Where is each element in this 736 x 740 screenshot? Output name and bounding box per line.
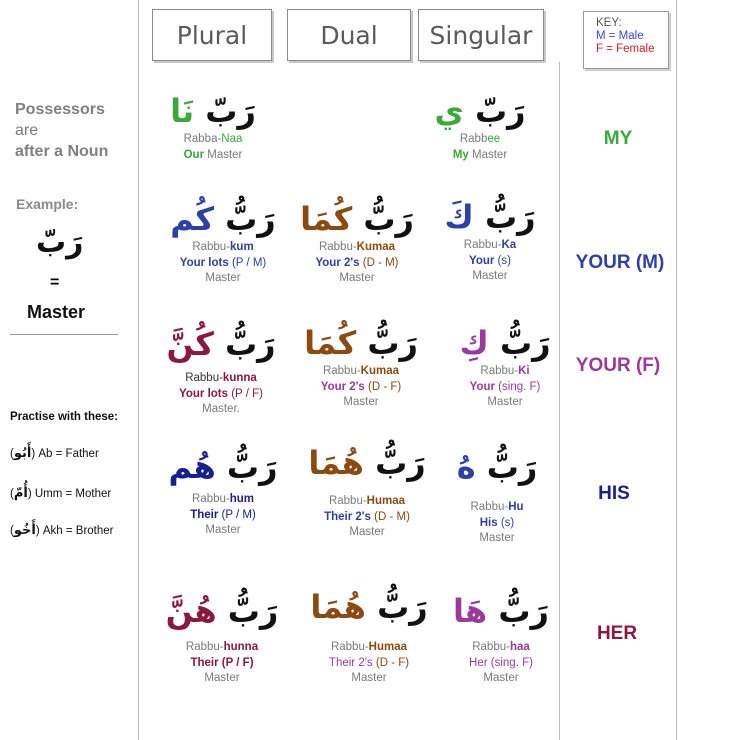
translit-root: Rabbu- <box>330 641 369 653</box>
arabic-word <box>158 446 288 488</box>
practice-item-brother <box>10 522 114 538</box>
meaning-noun: Master <box>349 526 385 538</box>
transliteration <box>148 132 278 148</box>
transliteration <box>157 640 287 656</box>
practice-prefix: ( <box>10 525 14 537</box>
arabic-word <box>156 323 286 365</box>
arabic-word <box>302 442 432 484</box>
arabic-suffix: هُم <box>168 448 216 486</box>
cell-my-singular <box>415 90 545 163</box>
meaning <box>302 510 432 526</box>
translit-root: Rabbu- <box>328 495 367 507</box>
cell-her-singular <box>436 590 566 687</box>
meaning-noun: Master. <box>202 403 240 415</box>
meaning-note: (s) <box>494 254 511 267</box>
translit-root: Rabbu- <box>463 239 502 251</box>
example-equals: = <box>50 274 60 291</box>
arabic-suffix: هُنَّ <box>165 592 217 630</box>
arabic-word <box>436 590 566 632</box>
key-female: F = Female <box>596 43 655 55</box>
transliteration <box>158 492 288 508</box>
meaning-noun: Master <box>487 396 523 408</box>
arabic-base: رَبُّ <box>367 324 418 362</box>
meaning-note: (P / F) <box>218 656 254 669</box>
meaning-note: (sing. F) <box>487 656 533 669</box>
translit-root: Rabbu- <box>192 241 231 253</box>
cell-his-singular <box>432 446 562 547</box>
arabic-base: رَبُّ <box>225 200 276 238</box>
arabic-base: رَبّ <box>474 92 526 130</box>
translit-suffix: Ki <box>518 365 530 377</box>
translit-suffix: ee <box>487 133 501 145</box>
arabic-base: رَبُّ <box>363 200 414 238</box>
cell-your-m-dual <box>292 198 422 287</box>
arabic-suffix: هَا <box>453 592 488 630</box>
sidebar <box>0 0 138 740</box>
meaning <box>304 656 434 672</box>
transliteration <box>436 640 566 656</box>
meaning-pronoun: Their <box>190 508 219 521</box>
arabic-suffix: كِ <box>459 324 489 362</box>
meaning-noun: Master <box>205 524 241 536</box>
translit-root: Rabbu- <box>318 241 357 253</box>
transliteration <box>292 240 422 256</box>
example-label: Example: <box>16 196 79 212</box>
meaning <box>157 656 287 672</box>
meaning <box>156 387 286 403</box>
translit-suffix: haa <box>509 641 530 653</box>
translit-root: Rabba- <box>183 133 222 145</box>
meaning <box>158 508 288 524</box>
arabic-suffix: هُ <box>456 448 476 486</box>
arabic-base: رَبُّ <box>498 592 549 630</box>
practice-item-father <box>10 445 99 461</box>
meaning-noun: Master <box>351 672 387 684</box>
possessors-line2: are <box>15 122 39 139</box>
arabic-suffix: هُمَا <box>308 444 364 482</box>
example-rule <box>10 334 118 335</box>
meaning <box>436 656 566 672</box>
meaning-noun: Master <box>483 672 519 684</box>
label-your-m: YOUR (M) <box>575 252 665 273</box>
meaning-noun: Master <box>204 672 240 684</box>
possessors-line3: after a Noun <box>15 143 109 160</box>
meaning <box>432 516 562 532</box>
meaning <box>292 256 422 272</box>
transliteration <box>302 494 432 510</box>
meaning-pronoun: Your <box>469 380 495 393</box>
arabic-suffix: ي <box>434 92 464 130</box>
translit-suffix: Humaa <box>366 495 406 507</box>
translit-suffix: Kumaa <box>356 241 396 253</box>
meaning-note: (s) <box>497 516 515 529</box>
practice-arabic: أُمّ <box>13 485 28 500</box>
meaning-pronoun: Their 2's <box>328 656 373 669</box>
translit-suffix: Humaa <box>368 641 408 653</box>
meaning-noun: Master <box>339 272 375 284</box>
arabic-suffix: كَ <box>444 198 474 236</box>
arabic-base: رَبُّ <box>224 325 276 363</box>
arabic-suffix: هُمَا <box>310 588 366 626</box>
cell-his-dual <box>302 442 432 541</box>
meaning-note: (P / F) <box>228 387 263 400</box>
meaning-pronoun: Our <box>183 148 205 161</box>
meaning-pronoun: Their 2's <box>324 510 371 523</box>
meaning-noun: Master <box>472 270 508 282</box>
label-my: MY <box>603 128 633 149</box>
meaning-pronoun: Your 2's <box>315 256 360 269</box>
translit-root: Rabbu- <box>185 641 224 653</box>
arabic-suffix: نَا <box>170 92 195 130</box>
meaning-noun: Master <box>343 396 379 408</box>
possessors-line1: Possessors <box>15 101 105 118</box>
arabic-base: رَبُّ <box>375 444 426 482</box>
arabic-word <box>292 198 422 240</box>
possessors-heading <box>15 99 108 162</box>
arabic-base: رَبُّ <box>377 588 428 626</box>
label-your-f: YOUR (F) <box>575 355 661 376</box>
transliteration <box>415 132 545 148</box>
cell-your-f-dual <box>296 322 426 411</box>
header-plural: Plural <box>152 9 272 61</box>
meaning-noun: Master <box>205 272 241 284</box>
translit-suffix: Kumaa <box>360 365 400 377</box>
practice-arabic: أَبُو <box>13 445 32 460</box>
meaning-pronoun: Your lots <box>179 256 229 269</box>
meaning <box>425 254 555 270</box>
transliteration <box>440 364 570 380</box>
practice-text: ) Umm = Mother <box>27 488 112 500</box>
meaning-pronoun: Her <box>469 656 488 669</box>
meaning-note: (P / M) <box>218 508 256 521</box>
arabic-word <box>415 90 545 132</box>
transliteration <box>156 371 286 387</box>
meaning <box>148 148 278 164</box>
meaning-note: (P / M) <box>228 256 267 269</box>
translit-suffix: kunna <box>222 372 257 384</box>
practice-item-mother <box>10 485 111 501</box>
meaning-note: (sing. F) <box>494 380 541 393</box>
arabic-word <box>440 322 570 364</box>
transliteration <box>158 240 288 256</box>
cell-my-plural <box>148 90 278 163</box>
practise-label: Practise with these: <box>10 411 119 423</box>
header-singular: Singular <box>418 9 544 61</box>
meaning-noun: Master <box>468 148 508 161</box>
meaning <box>415 148 545 164</box>
meaning-pronoun: Your 2's <box>320 380 365 393</box>
example-arabic: رَبّ <box>36 225 84 260</box>
translit-suffix: kum <box>230 241 254 253</box>
meaning-pronoun: Your lots <box>179 387 229 400</box>
arabic-word <box>157 590 287 632</box>
arabic-suffix: كُم <box>170 200 214 238</box>
meaning-note: (D - M) <box>370 510 410 523</box>
translit-root: Rabbu- <box>192 493 230 505</box>
meaning-noun: Master <box>479 532 515 544</box>
translit-suffix: Ka <box>501 239 517 251</box>
label-his: HIS <box>598 483 630 504</box>
practice-prefix: ( <box>10 448 14 460</box>
meaning-pronoun: His <box>479 516 498 529</box>
practice-text: ) Ab = Father <box>31 448 99 460</box>
practice-text: ) Akh = Brother <box>35 525 114 537</box>
label-her: HER <box>596 623 638 644</box>
arabic-base: رَبُّ <box>227 592 279 630</box>
arabic-suffix: كُمَا <box>300 200 353 238</box>
translit-suffix: Naa <box>221 133 243 145</box>
arabic-base: رَبُّ <box>486 448 538 486</box>
example-master: Master <box>27 302 86 322</box>
arabic-word <box>304 586 434 628</box>
translit-root: Rabbu- <box>472 641 510 653</box>
key-title: KEY: <box>596 17 622 29</box>
header-dual: Dual <box>287 9 411 61</box>
arabic-base: رَبُّ <box>484 198 536 236</box>
key-male: M = Male <box>596 30 644 42</box>
cell-your-m-singular <box>425 196 555 285</box>
translit-root: Rabb <box>459 133 488 145</box>
cell-her-dual <box>304 586 434 687</box>
meaning-note: (D - F) <box>364 380 402 393</box>
translit-root: Rabbu- <box>185 372 223 384</box>
cell-your-f-plural <box>156 323 286 418</box>
translit-root: Rabbu- <box>470 501 509 513</box>
cell-your-f-singular <box>440 322 570 411</box>
cell-her-plural <box>157 590 287 687</box>
meaning <box>440 380 570 396</box>
arabic-word <box>296 322 426 364</box>
meaning-pronoun: Your <box>469 254 495 267</box>
translit-root: Rabbu- <box>322 365 361 377</box>
transliteration <box>432 500 562 516</box>
arabic-base: رَبُّ <box>499 324 551 362</box>
key-box <box>583 11 669 69</box>
translit-root: Rabbu- <box>480 365 519 377</box>
divider-left <box>138 0 139 740</box>
arabic-word <box>432 446 562 488</box>
practice-prefix: ( <box>10 488 14 500</box>
transliteration <box>296 364 426 380</box>
meaning <box>158 256 288 272</box>
transliteration <box>425 238 555 254</box>
translit-suffix: Hu <box>508 501 524 513</box>
meaning-pronoun: My <box>452 148 469 161</box>
arabic-word <box>158 198 288 240</box>
arabic-word <box>148 90 278 132</box>
meaning-note: (D - M) <box>359 256 399 269</box>
meaning <box>296 380 426 396</box>
meaning-noun: Master <box>204 148 243 161</box>
meaning-note: (D - F) <box>372 656 410 669</box>
practice-arabic: أَخُو <box>13 522 36 537</box>
transliteration <box>304 640 434 656</box>
meaning-pronoun: Their <box>190 656 219 669</box>
arabic-base: رَبّ <box>205 92 256 130</box>
cell-your-m-plural <box>158 198 288 287</box>
cell-his-plural <box>158 446 288 539</box>
translit-suffix: hum <box>229 493 254 505</box>
translit-suffix: hunna <box>223 641 259 653</box>
arabic-suffix: كُمَا <box>304 324 357 362</box>
arabic-suffix: كُنَّ <box>166 325 214 363</box>
arabic-base: رَبُّ <box>226 448 278 486</box>
arabic-word <box>425 196 555 238</box>
